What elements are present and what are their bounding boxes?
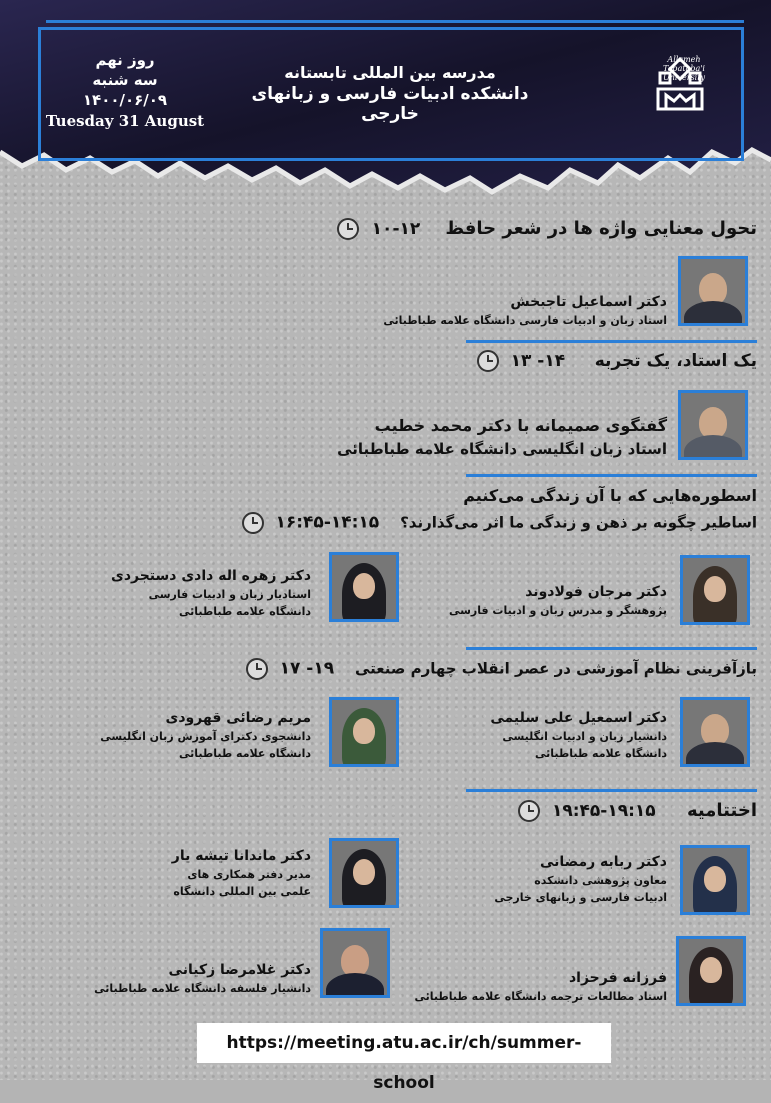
school-title-line1: مدرسه بین المللی تابستانه	[284, 63, 496, 82]
speaker-affiliation: دانشگاه علامه طباطبائی	[535, 747, 667, 760]
speaker-role: پژوهشگر و مدرس زبان و ادبیات فارسی	[448, 604, 667, 617]
clock-icon	[242, 512, 264, 534]
speaker-name: گفتگوی صمیمانه با دکتر محمد خطیب	[374, 416, 667, 435]
session-5-header	[512, 800, 757, 822]
header-banner	[0, 0, 771, 200]
speaker-name: دکتر مرجان فولادوند	[525, 584, 667, 600]
speaker-affiliation: دانشگاه علامه طباطبائی	[179, 605, 311, 618]
session-divider	[466, 474, 757, 477]
session-5-title: اختتامیه	[686, 800, 757, 821]
session-3-time: ۱۴:۱۵-۱۶:۴۵	[275, 512, 380, 533]
date-day-number: روز نهم	[95, 51, 155, 69]
speaker-photo-salimi	[680, 697, 750, 767]
meeting-link[interactable]: https://meeting.atu.ac.ir/ch/summer-school	[197, 1023, 611, 1063]
session-4-header	[240, 658, 757, 680]
speaker-salimi	[490, 708, 667, 762]
date-english: Tuesday 31 August	[45, 112, 205, 130]
date-block	[40, 50, 210, 132]
speaker-photo-farahzad	[676, 936, 746, 1006]
speaker-name: دکتر غلامرضا زکیانی	[168, 962, 311, 978]
logo-text-1: Allameh Tabataba'i	[662, 55, 705, 73]
date-persian: ۱۴۰۰/۰۶/۰۹	[82, 91, 168, 109]
logo-text-2: University	[663, 73, 705, 82]
speaker-photo-fouladvand	[680, 555, 750, 625]
clock-icon	[337, 218, 359, 240]
speaker-affiliation: علمی بین المللی دانشگاه	[173, 885, 311, 898]
speaker-role: دانشیار زبان و ادبیات انگلیسی	[502, 730, 667, 743]
speaker-photo-khatib	[678, 390, 748, 460]
speaker-tishehyar	[172, 846, 311, 900]
speaker-role: دانشیار فلسفه دانشگاه علامه طباطبائی	[94, 982, 311, 995]
speaker-farahzad	[415, 968, 667, 1005]
speaker-photo-zakiani	[320, 928, 390, 998]
speaker-name: دکتر زهره اله دادی دستجردی	[110, 568, 311, 584]
clock-icon	[246, 658, 268, 680]
clock-icon	[518, 800, 540, 822]
clock-icon	[477, 350, 499, 372]
session-3-title: اسطوره‌هایی که با آن زندگی می‌کنیم	[463, 486, 757, 505]
header-frame-top	[46, 20, 744, 26]
speaker-name: مریم رضائی قهرودی	[165, 710, 311, 726]
speaker-photo-allahdadi	[329, 552, 399, 622]
speaker-name: دکتر اسماعیل تاجبخش	[510, 294, 667, 310]
speaker-name: دکتر ربابه رمضانی	[539, 854, 667, 870]
speaker-role: استاد مطالعات ترجمه دانشگاه علامه طباطبائی	[414, 990, 667, 1003]
session-divider	[466, 647, 757, 650]
session-4-time: ۱۹- ۱۷	[279, 658, 335, 679]
speaker-ramezani	[494, 852, 667, 906]
speaker-photo-tajbakhsh	[678, 256, 748, 326]
speaker-khatib	[337, 414, 667, 460]
session-divider	[466, 340, 757, 343]
speaker-photo-ramezani	[680, 845, 750, 915]
date-weekday: سه شنبه	[92, 71, 158, 89]
session-1-title: تحول معنایی واژه ها در شعر حافظ	[445, 218, 757, 239]
session-2-header	[471, 350, 757, 372]
speaker-role: استاد زبان و ادبیات فارسی دانشگاه علامه طباطبائی	[383, 314, 667, 327]
school-title-line2: دانشکده ادبیات فارسی و زبانهای خارجی	[251, 84, 529, 124]
session-4-title: بازآفرینی نظام آموزشی در عصر انقلاب چهارم صنعتی	[354, 659, 757, 678]
speaker-photo-tishehyar	[329, 838, 399, 908]
speaker-role: دانشجوی دکترای آموزش زبان انگلیسی	[100, 730, 311, 743]
logo-emblem-icon	[650, 55, 710, 115]
speaker-rezaei	[100, 708, 311, 762]
speaker-name: فرزانه فرحزاد	[568, 970, 667, 986]
speaker-affiliation: دانشگاه علامه طباطبائی	[179, 747, 311, 760]
session-2-title: یک استاد، یک تجربه	[594, 351, 757, 371]
speaker-affiliation: ادبیات فارسی و زبانهای خارجی	[494, 891, 667, 904]
session-3-subtitle: اساطیر چگونه بر ذهن و زندگی ما اثر می‌گذارند؟	[400, 513, 757, 532]
speaker-name: دکتر اسمعیل علی سلیمی	[490, 710, 667, 726]
speaker-zakiani	[94, 960, 311, 997]
session-divider	[466, 789, 757, 792]
speaker-role: مدیر دفتر همکاری های	[187, 868, 311, 881]
speaker-role: معاون پژوهشی دانشکده	[534, 874, 667, 887]
speaker-role: استادیار زبان و ادبیات فارسی	[148, 588, 311, 601]
session-5-time: ۱۹:۱۵-۱۹:۴۵	[551, 801, 656, 821]
school-title	[230, 63, 550, 124]
session-3-header	[236, 512, 757, 534]
speaker-tajbakhsh	[383, 292, 667, 329]
speaker-allahdadi	[111, 566, 311, 620]
session-2-time: ۱۴- ۱۳	[510, 351, 566, 371]
speaker-fouladvand	[449, 582, 667, 619]
speaker-photo-rezaei	[329, 697, 399, 767]
speaker-name: دکتر ماندانا تیشه یار	[171, 848, 311, 864]
session-1-header	[331, 218, 757, 240]
university-logo	[650, 55, 718, 145]
session-1-time: ۱۲-۱۰	[371, 219, 421, 239]
speaker-role: استاد زبان انگلیسی دانشگاه علامه طباطبائی	[337, 440, 667, 458]
